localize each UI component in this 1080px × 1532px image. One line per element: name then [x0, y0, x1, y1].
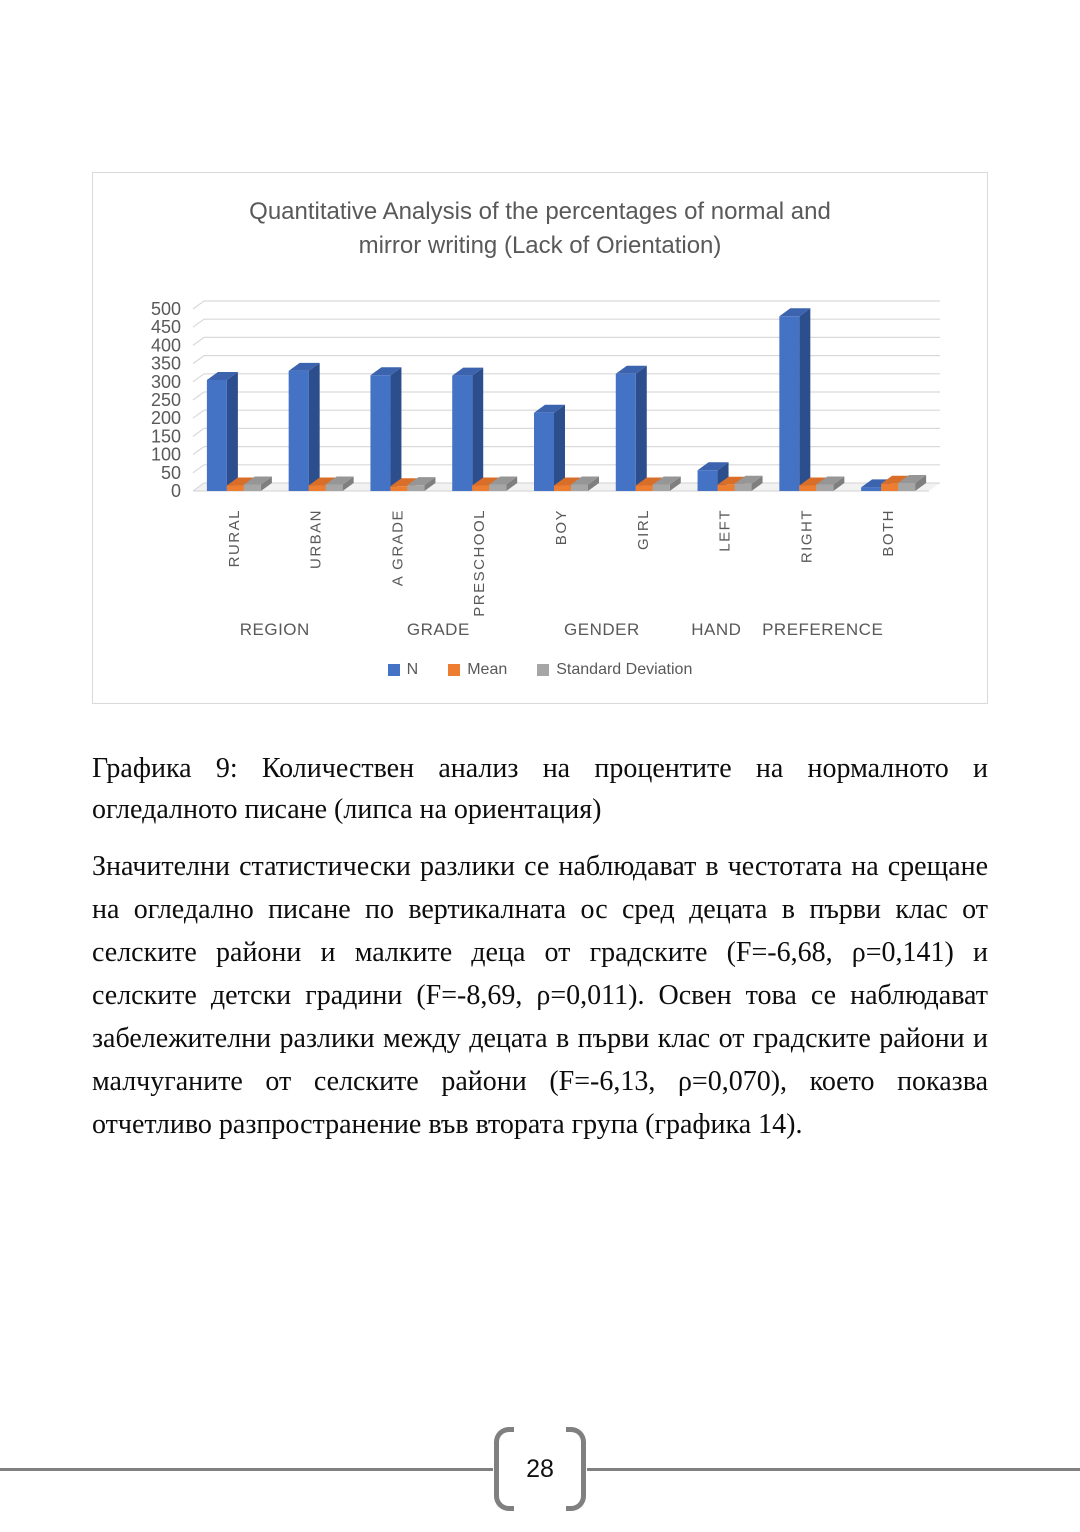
svg-text:150: 150: [150, 426, 181, 447]
svg-text:GIRL: GIRL: [634, 509, 652, 551]
chart-panel: [92, 172, 988, 704]
svg-text:RIGHT: RIGHT: [798, 509, 816, 564]
svg-text:RURAL: RURAL: [225, 509, 243, 568]
svg-text:LEFT: LEFT: [716, 509, 734, 552]
svg-text:GENDER: GENDER: [564, 620, 640, 639]
legend-label-sd: Standard Deviation: [556, 661, 693, 678]
legend-item-mean: [448, 661, 507, 679]
chart-title-line1: Quantitative Analysis of the percentages of normal and: [249, 198, 831, 225]
legend-item-sd: [537, 661, 692, 679]
body-paragraph: Значителни статистически разлики се наблюдават в честотата на срещане на огледално писане по вертикалната ос сред децата в първи клас от селските райони и малките деца от градските (F=-6,68, ρ=0,141) и селските детски градини (F=-8,69, ρ=0,011). Освен това се наблюдават забележителни разлики между децата в първи клас от градските райони и малчуганите от селските райони (F=-6,13, ρ=0,070), което показва отчетливо разпространение във втората група (графика 14).: [92, 851, 988, 1140]
footer-rule-right: [587, 1468, 1080, 1471]
svg-text:HAND: HAND: [691, 620, 742, 639]
page-number: 28: [526, 1454, 554, 1483]
svg-text:300: 300: [150, 371, 181, 392]
svg-text:500: 500: [150, 299, 181, 319]
svg-text:BOY: BOY: [553, 509, 570, 546]
svg-text:200: 200: [150, 408, 181, 429]
legend-label-n: N: [406, 661, 419, 678]
legend-item-n: [388, 661, 419, 679]
svg-text:400: 400: [150, 335, 181, 356]
right-bracket-ornament: [566, 1427, 586, 1511]
legend-swatch-sd-icon: [537, 664, 549, 676]
chart-title-line2: mirror writing (Lack of Orientation): [358, 232, 722, 259]
left-bracket-ornament: [494, 1427, 514, 1511]
bar-chart: [93, 173, 989, 705]
legend-swatch-mean-icon: [448, 664, 460, 676]
svg-text:REGION: REGION: [239, 620, 310, 639]
svg-text:0: 0: [170, 481, 181, 501]
footer-rule-left: [0, 1468, 493, 1471]
legend-swatch-n-icon: [388, 664, 400, 676]
svg-text:450: 450: [150, 317, 181, 338]
page-footer: [0, 1424, 1080, 1514]
svg-text:PRESCHOOL: PRESCHOOL: [471, 509, 489, 617]
chart-legend: [93, 661, 987, 679]
svg-text:BOTH: BOTH: [880, 509, 898, 557]
svg-text:350: 350: [150, 353, 181, 374]
svg-text:URBAN: URBAN: [307, 509, 325, 570]
svg-text:A GRADE: A GRADE: [389, 509, 407, 587]
svg-text:PREFERENCE: PREFERENCE: [762, 620, 884, 639]
figure-caption: Графика 9: Количествен анализ на процентите на нормалното и огледалното писане (липса на ориентация): [92, 753, 988, 825]
legend-label-mean: Mean: [467, 661, 508, 678]
svg-text:100: 100: [150, 444, 181, 465]
svg-text:250: 250: [150, 390, 181, 410]
svg-text:50: 50: [160, 462, 181, 483]
svg-text:GRADE: GRADE: [406, 620, 470, 639]
